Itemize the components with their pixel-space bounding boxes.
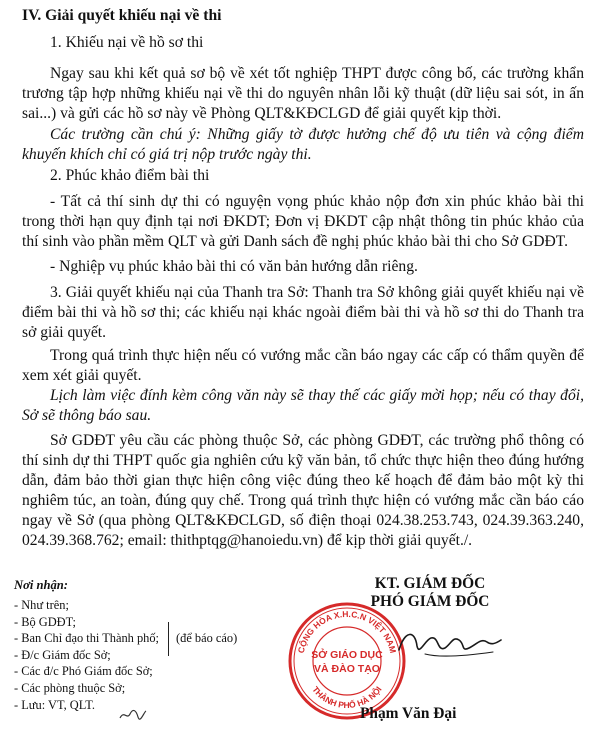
recipient-item: - Các đ/c Phó Giám đốc Sở; (14, 664, 153, 679)
handwritten-signature-icon (395, 620, 505, 670)
recipient-item: - Ban Chỉ đạo thi Thành phố; (14, 631, 160, 646)
signature-subtitle: PHÓ GIÁM ĐỐC (370, 593, 490, 610)
request-paragraph: Sở GDĐT yêu cầu các phòng thuộc Sở, các phòng GDĐT, các trường phổ thông có thí sinh dự thi THPT quốc gia nghiên cứu kỹ văn bản, tổ chức thực hiện theo đúng hướng dẫn, đảm bảo thời gian thực hiện công việc đúng theo kế hoạch để đảm bảo một kỳ thi nghiêm túc, an toàn, đúng quy chế. Trong quá trình thực hiện có vướng mắc cần báo cáo ngay về Sở (qua phòng QLT&KĐCLGD, số điện thoại 024.38.253.743, 024.39.363.240, 024.39.368.762; email: thithptqg@hanoiedu.vn) để kịp thời giải quyết./. (22, 432, 584, 549)
section-heading: IV. Giải quyết khiếu nại về thi (22, 7, 222, 24)
subsection-1-note: Các trường cần chú ý: Những giấy tờ được hưởng chế độ ưu tiên và cộng điểm khuyến khích chỉ có giá trị nộp trước ngày thi. (22, 126, 584, 163)
recipient-item: - Các phòng thuộc Sở; (14, 680, 126, 695)
recipient-item: - Đ/c Giám đốc Sở; (14, 647, 111, 662)
seal-ring-top: CỘNG HÒA X.H.C.N VIỆT NAM (295, 608, 399, 655)
report-note: (để báo cáo) (176, 631, 238, 645)
recipient-item: - Như trên; (14, 598, 69, 612)
subsection-2-paragraph-2: - Nghiệp vụ phúc khảo bài thi có văn bản hướng dẫn riêng. (50, 258, 418, 275)
seal-center-line-1: SỞ GIÁO DỤC (311, 649, 383, 661)
seal-ring-bottom: THÀNH PHỐ HÀ NỘI (310, 684, 384, 711)
subsection-2-paragraph-1: - Tất cả thí sinh dự thi có nguyện vọng phúc khảo nộp đơn xin phúc khảo bài thi trong thời hạn quy định tại nơi ĐKDT; Đơn vị ĐKDT cập nhật thông tin phúc khảo của thí sinh vào phần mềm QLT và gửi Danh sách đề nghị phúc khảo bài thi cho Sở GDĐT. (22, 193, 584, 250)
signer-name: Phạm Văn Đại (360, 705, 457, 722)
seal-center-line-2: VÀ ĐÀO TẠO (314, 663, 380, 675)
recipients-list (14, 597, 254, 713)
subsection-1-paragraph: Ngay sau khi kết quả sơ bộ về xét tốt nghiệp THPT được công bố, các trường khẩn trương tập hợp những khiếu nại về thi do nguyên nhân lỗi kỹ thuật (dữ liệu sai sót, in ấn sai...) và gửi các hồ sơ này về Phòng QLT&KĐCLGD để giải quyết kịp thời. (22, 65, 584, 122)
recipient-item: - Bộ GDĐT; (14, 614, 76, 629)
subsection-2-heading: 2. Phúc khảo điểm bài thi (50, 167, 210, 184)
subsection-3-paragraph: 3. Giải quyết khiếu nại của Thanh tra Sở: Thanh tra Sở không giải quyết khiếu nại về điểm bài thi và hồ sơ thi; các khiếu nại khác ngoài điểm bài thi và hồ sơ thi do Thanh tra sở giải quyết. (22, 284, 584, 341)
recipients-bracket (168, 622, 175, 656)
recipients-title: Nơi nhận: (14, 578, 69, 592)
schedule-note: Lịch làm việc đính kèm công văn này sẽ thay thế các giấy mời họp; nếu có thay đổi, Sở sẽ thông báo sau. (22, 387, 584, 424)
recipient-item: - Lưu: VT, QLT. (14, 697, 95, 712)
initial-scribble-icon (118, 708, 148, 722)
official-seal (286, 600, 408, 722)
signature-title: KT. GIÁM ĐỐC (374, 575, 486, 592)
process-paragraph: Trong quá trình thực hiện nếu có vướng mắc cần báo ngay các cấp có thẩm quyền để xem xét giải quyết. (22, 347, 584, 384)
subsection-1-heading: 1. Khiếu nại về hồ sơ thi (50, 34, 204, 51)
